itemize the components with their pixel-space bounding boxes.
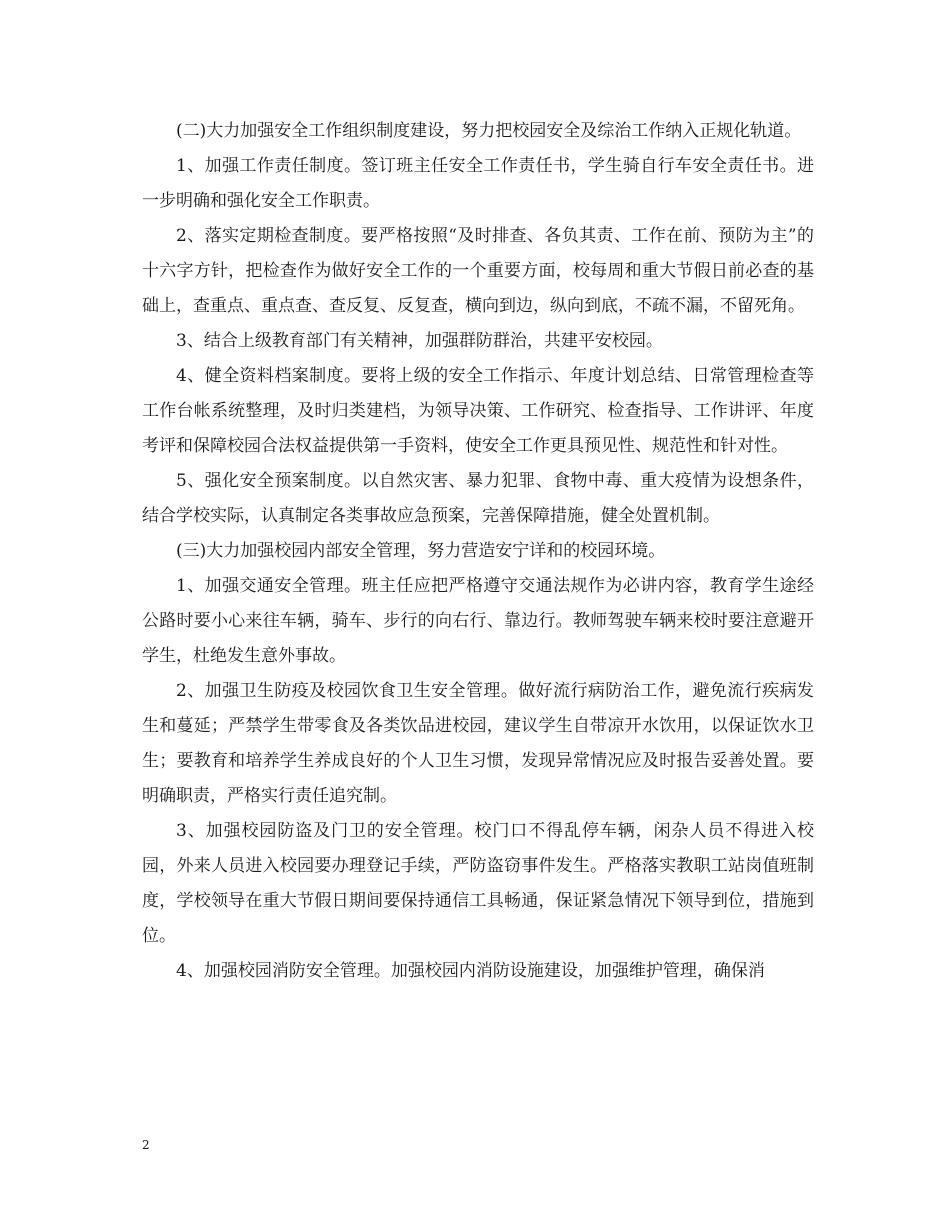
paragraph-item-1-traffic: 1、加强交通安全管理。班主任应把严格遵守交通法规作为必讲内容，教育学生途经公路时要小心来往车辆，骑车、步行的向右行、靠边行。教师驾驶车辆来校时要注意避开学生，杜绝发生意外事故。 — [142, 576, 814, 666]
paragraph-section-3-heading: (三)大力加强校园内部安全管理，努力营造安宁详和的校园环境。 — [176, 541, 666, 561]
paragraph-item-1-responsibility: 1、加强工作责任制度。签订班主任安全工作责任书，学生骑自行车安全责任书。进一步明确和强化安全工作职责。 — [142, 156, 814, 211]
paragraph-item-4-fire-safety: 4、加强校园消防安全管理。加强校园内消防设施建设，加强维护管理，确保消 — [176, 961, 765, 981]
document-body — [142, 114, 814, 989]
paragraph-section-2-heading: (二)大力加强安全工作组织制度建设，努力把校园安全及综治工作纳入正规化轨道。 — [176, 121, 802, 141]
paragraph-item-5-contingency: 5、强化安全预案制度。以自然灾害、暴力犯罪、食物中毒、重大疫情为设想条件，结合学校实际，认真制定各类事故应急预案，完善保障措施，健全处置机制。 — [142, 471, 814, 526]
paragraph-item-4-archives: 4、健全资料档案制度。要将上级的安全工作指示、年度计划总结、日常管理检查等工作台帐系统整理，及时归类建档，为领导决策、工作研究、检查指导、工作讲评、年度考评和保障校园合法权益提供第一手资料，使安全工作更具预见性、规范性和针对性。 — [142, 366, 814, 456]
page-number: 2 — [142, 1138, 150, 1152]
paragraph-item-3-cooperation: 3、结合上级教育部门有关精神，加强群防群治，共建平安校园。 — [176, 331, 663, 351]
paragraph-item-2-inspection: 2、落实定期检查制度。要严格按照“及时排查、各负其责、工作在前、预防为主”的十六字方针，把检查作为做好安全工作的一个重要方面，校每周和重大节假日前必查的基础上，查重点、重点查、查反复、反复查，横向到边，纵向到底，不疏不漏，不留死角。 — [142, 226, 814, 316]
paragraph-item-2-hygiene: 2、加强卫生防疫及校园饮食卫生安全管理。做好流行病防治工作，避免流行疾病发生和蔓延；严禁学生带零食及各类饮品进校园，建议学生自带凉开水饮用，以保证饮水卫生；要教育和培养学生养成良好的个人卫生习惯，发现异常情况应及时报告妥善处置。要明确职责，严格实行责任追究制。 — [142, 681, 814, 806]
paragraph-item-3-security: 3、加强校园防盗及门卫的安全管理。校门口不得乱停车辆，闲杂人员不得进入校园，外来人员进入校园要办理登记手续，严防盗窃事件发生。严格落实教职工站岗值班制度，学校领导在重大节假日期间要保持通信工具畅通，保证紧急情况下领导到位，措施到位。 — [142, 821, 814, 946]
